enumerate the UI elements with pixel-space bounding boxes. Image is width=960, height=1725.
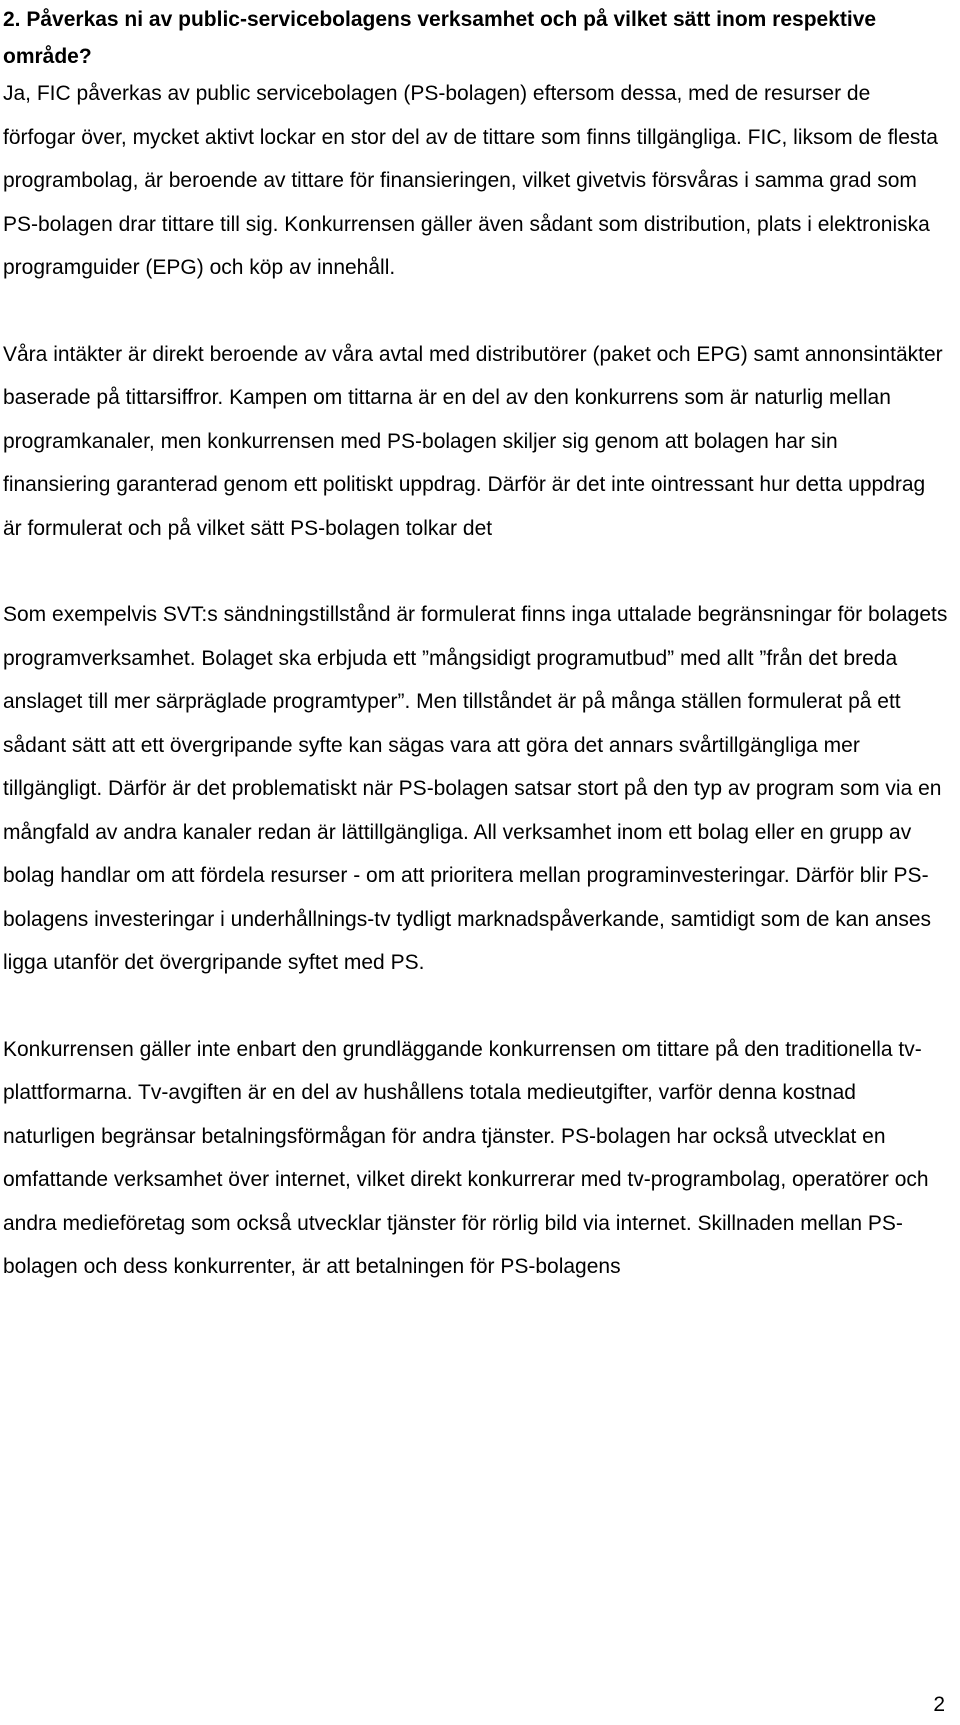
paragraph-1: Ja, FIC påverkas av public servicebolagen (PS-bolagen) eftersom dessa, med de resurser de förfogar över, mycket aktivt lockar en stor del av de tittare som finns tillgängliga. FIC, liksom de flesta programbolag, är beroende av tittare för finansieringen, vilket givetvis försvåras i samma grad som PS-bolagen drar tittare till sig. Konkurrensen gäller även sådant som distribution, plats i elektroniska programguider (EPG) och köp av innehåll. <box>3 82 938 279</box>
question-heading: 2. Påverkas ni av public-servicebolagens verksamhet och på vilket sätt inom respektive område? <box>3 8 877 68</box>
page-number: 2 <box>933 1693 945 1716</box>
paragraph-2: Våra intäkter är direkt beroende av våra avtal med distributörer (paket och EPG) samt annonsintäkter baserade på tittarsiffror. Kampen om tittarna är en del av den konkurrens som är naturlig mellan programkanaler, men konkurrensen med PS-bolagen skiljer sig genom att bolagen har sin finansiering garanterad genom ett politiskt uppdrag. Därför är det inte ointressant hur detta uppdrag är formulerat och på vilket sätt PS-bolagen tolkar det <box>3 342 943 540</box>
paragraph-3: Som exempelvis SVT:s sändningstillstånd är formulerat finns inga uttalade begränsningar för bolagets programverksamhet. Bolaget ska erbjuda ett ”mångsidigt programutbud” med allt ”från det breda anslaget till mer särpräglade programtyper”. Men tillståndet är på många ställen formulerat på ett sådant sätt att ett övergripande syfte kan sägas vara att göra det annars svårtillgängliga mer tillgängligt. Därför är det problematiskt när PS-bolagen satsar stort på den typ av program som via en mångfald av andra kanaler redan är lättillgängliga. All verksamhet inom ett bolag eller en grupp av bolag handlar om att fördela resurser - om att prioritera mellan programinvesteringar. Därför blir PS-bolagens investeringar i underhållnings-tv tydligt marknadspåverkande, samtidigt som de kan anses ligga utanför det övergripande syftet med PS. <box>3 603 948 974</box>
document-page <box>3 0 948 1289</box>
paragraph-4: Konkurrensen gäller inte enbart den grundläggande konkurrensen om tittare på den traditionella tv-plattformarna. Tv-avgiften är en del av hushållens totala medieutgifter, varför denna kostnad naturligen begränsar betalningsförmågan för andra tjänster. PS-bolagen har också utvecklat en omfattande verksamhet över internet, vilket direkt konkurrerar med tv-programbolag, operatörer och andra medieföretag som också utvecklar tjänster för rörlig bild via internet. Skillnaden mellan PS-bolagen och dess konkurrenter, är att betalningen för PS-bolagens <box>3 1037 929 1278</box>
